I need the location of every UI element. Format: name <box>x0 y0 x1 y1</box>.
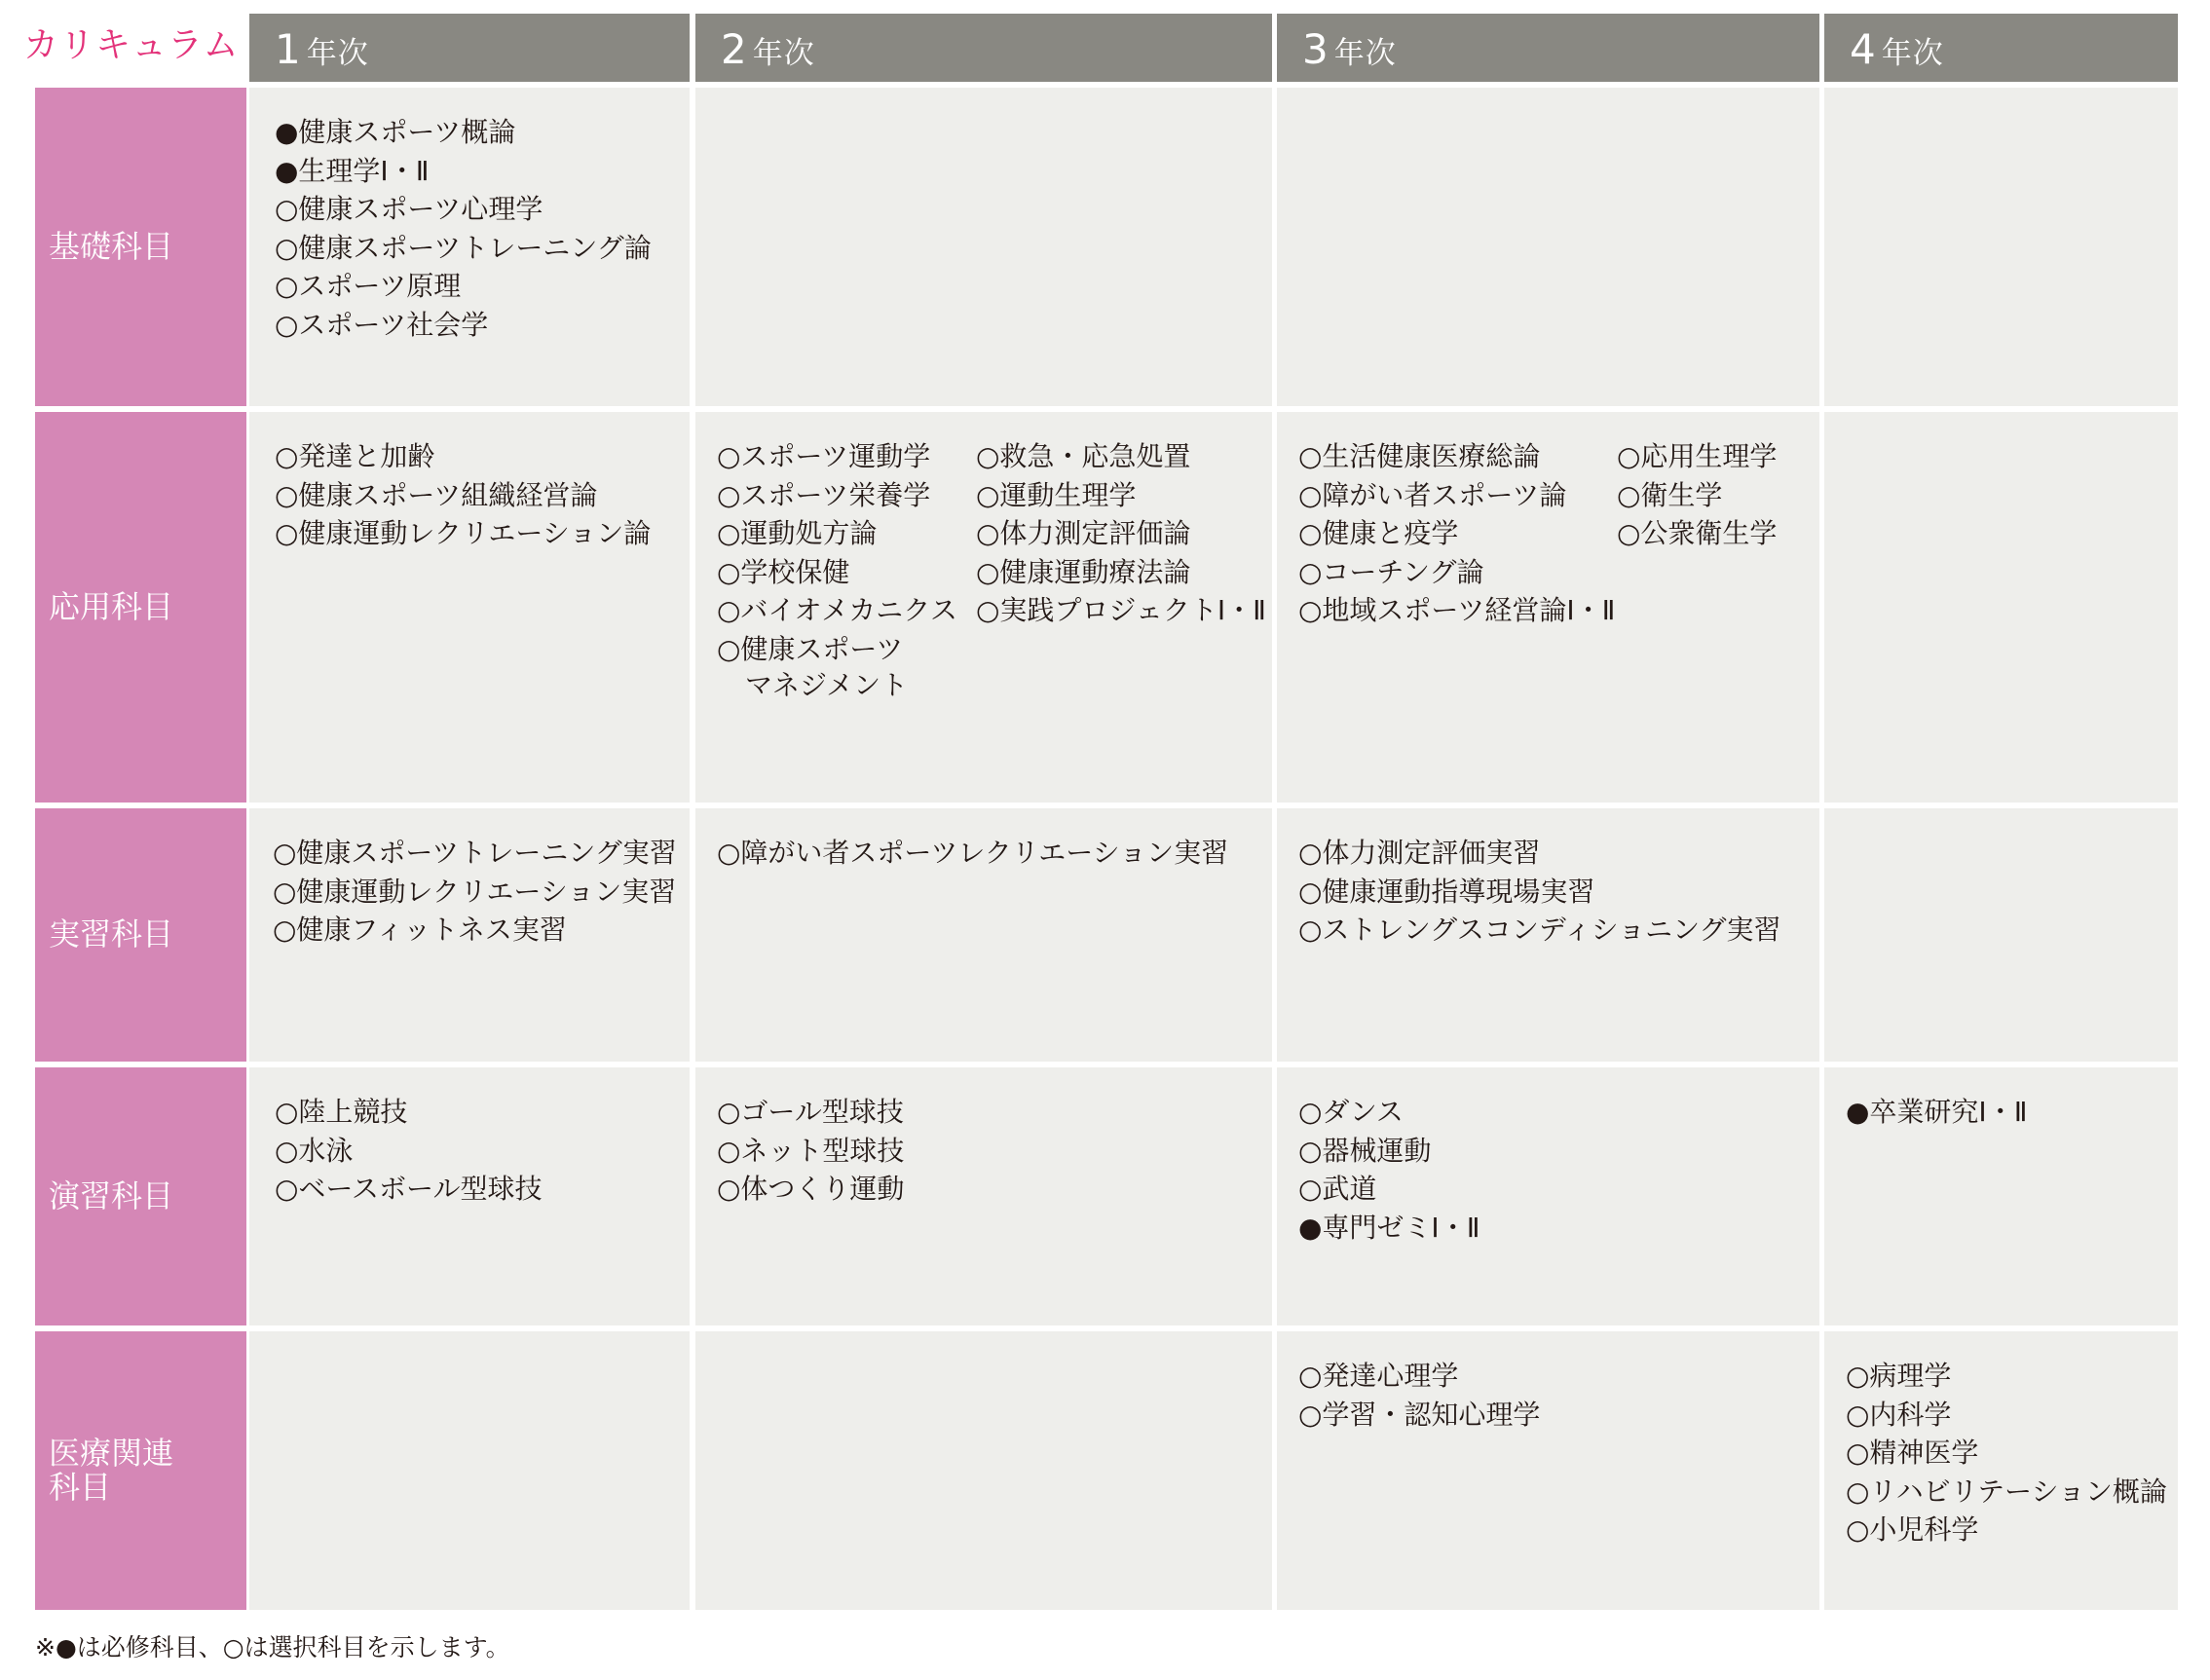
course-item: ○ダンス <box>1298 1096 1404 1128</box>
course-item: ○健康と疫学 <box>1298 517 1459 550</box>
cell-iryou-y4 <box>1824 1331 2178 1610</box>
course-list <box>275 1093 542 1209</box>
category-jisshu <box>35 808 246 1062</box>
course-item: ○陸上競技 <box>275 1096 408 1128</box>
course-item: ○応用生理学 <box>1617 440 1778 472</box>
course-item: ○器械運動 <box>1298 1134 1432 1167</box>
course-item: ○コーチング論 <box>1298 555 1484 588</box>
course-item: ○水泳 <box>275 1134 354 1167</box>
course-list <box>1846 1357 2167 1549</box>
course-item: ○ベースボール型球技 <box>275 1173 543 1206</box>
year-suffix: 年次 <box>752 36 815 71</box>
course-item: ○実践プロジェクトⅠ・Ⅱ <box>976 594 1266 627</box>
course-item: ●生理学Ⅰ・Ⅱ <box>275 154 430 187</box>
course-item: ○健康運動療法論 <box>976 555 1191 588</box>
cell-enshu-y3 <box>1277 1067 1819 1325</box>
course-item: ○運動処方論 <box>717 517 878 550</box>
course-item: ○発達心理学 <box>1298 1360 1459 1392</box>
course-item: ○運動生理学 <box>976 478 1137 511</box>
course-item: ○小児科学 <box>1846 1513 1979 1547</box>
year-number: 2 <box>721 25 747 73</box>
cell-ouyou-y3 <box>1277 412 1819 803</box>
cell-kiso-y2 <box>695 88 1272 406</box>
cell-jisshu-y4 <box>1824 808 2178 1062</box>
year-number: 1 <box>275 25 301 73</box>
course-list <box>1846 1093 2027 1132</box>
category-label: 基礎科目 <box>49 227 174 265</box>
course-item: ○ネット型球技 <box>717 1134 905 1167</box>
course-item: ○障がい者スポーツ論 <box>1298 478 1567 511</box>
cell-iryou-y2 <box>695 1331 1272 1610</box>
course-item: ○内科学 <box>1846 1398 1952 1431</box>
course-item: ○衛生学 <box>1617 478 1723 511</box>
cell-iryou-y3 <box>1277 1331 1819 1610</box>
cell-kiso-y4 <box>1824 88 2178 406</box>
course-item: ○体力測定評価論 <box>976 517 1191 550</box>
course-item: ●健康スポーツ概論 <box>275 116 516 148</box>
category-label: 応用科目 <box>49 587 174 625</box>
course-list <box>1298 1093 1480 1247</box>
course-item: ○健康スポーツ心理学 <box>275 193 543 226</box>
category-label: 演習科目 <box>49 1176 174 1214</box>
cell-ouyou-y1 <box>249 412 690 803</box>
category-enshu <box>35 1067 246 1325</box>
category-iryou <box>35 1331 246 1610</box>
cell-kiso-y3 <box>1277 88 1819 406</box>
legend-note: ※●は必修科目、○は選択科目を示します。 <box>35 1633 510 1661</box>
course-item: ○体力測定評価実習 <box>1298 837 1541 869</box>
course-item: ○体つくり運動 <box>717 1173 905 1206</box>
course-item: ○健康スポーツ組織経営論 <box>275 478 598 511</box>
course-list <box>1298 437 1617 630</box>
course-item: ○健康運動レクリエーション実習 <box>273 875 677 908</box>
cell-jisshu-y1 <box>249 808 690 1062</box>
year-suffix: 年次 <box>1881 36 1944 71</box>
year-suffix: 年次 <box>1333 36 1397 71</box>
category-kiso <box>35 88 246 406</box>
course-item: ○公衆衛生学 <box>1617 517 1778 550</box>
course-item: ○健康スポーツトレーニング論 <box>275 231 652 264</box>
course-item: ○病理学 <box>1846 1360 1952 1392</box>
course-item: ○健康スポーツトレーニング実習 <box>273 837 677 869</box>
cell-ouyou-y4 <box>1824 412 2178 803</box>
course-item: ○健康運動レクリエーション論 <box>275 517 652 550</box>
cell-jisshu-y2 <box>695 808 1272 1062</box>
year-header-2 <box>695 14 1272 82</box>
course-item: ○学習・認知心理学 <box>1298 1398 1541 1431</box>
year-number: 4 <box>1850 25 1876 73</box>
course-item: ○武道 <box>1298 1173 1377 1206</box>
course-item: ○学校保健 <box>717 555 850 588</box>
course-item: ○スポーツ原理 <box>275 270 462 303</box>
course-item: ○発達と加齢 <box>275 440 435 472</box>
category-ouyou <box>35 412 246 803</box>
cell-jisshu-y3 <box>1277 808 1819 1062</box>
course-list <box>976 437 1266 630</box>
course-item: ○生活健康医療総論 <box>1298 440 1541 472</box>
course-item: ○ゴール型球技 <box>717 1096 904 1128</box>
category-label-medical <box>49 1434 174 1506</box>
course-item: ○健康フィットネス実習 <box>273 914 567 947</box>
course-item: ○スポーツ社会学 <box>275 308 489 341</box>
course-item: ○スポーツ運動学 <box>717 440 931 472</box>
course-item: ○リハビリテーション概論 <box>1846 1475 2167 1508</box>
course-list <box>273 834 677 950</box>
course-item-text: ○健康スポーツ <box>717 632 904 665</box>
course-item: ○ストレングスコンディショニング実習 <box>1298 914 1781 947</box>
course-list <box>1298 834 1781 950</box>
course-item: ○バイオメカニクス <box>717 594 958 627</box>
course-item: ○障がい者スポーツレクリエーション実習 <box>717 837 1229 869</box>
cell-iryou-y1 <box>249 1331 690 1610</box>
category-label: 実習科目 <box>49 915 174 953</box>
course-list <box>717 437 976 702</box>
course-list <box>275 437 651 553</box>
course-item <box>717 630 976 702</box>
course-item: ●専門ゼミⅠ・Ⅱ <box>1298 1211 1480 1244</box>
course-list <box>1298 1357 1540 1434</box>
course-item-continuation: マネジメント <box>745 668 909 701</box>
course-item: ○健康運動指導現場実習 <box>1298 875 1595 908</box>
year-suffix: 年次 <box>306 36 369 71</box>
category-label-line: 医療関連 <box>49 1434 174 1472</box>
year-header-1 <box>249 14 690 82</box>
category-label-line: 科目 <box>49 1469 112 1506</box>
cell-enshu-y2 <box>695 1067 1272 1325</box>
cell-enshu-y1 <box>249 1067 690 1325</box>
year-number: 3 <box>1302 25 1329 73</box>
course-item: ○精神医学 <box>1846 1437 1979 1470</box>
course-item: ○スポーツ栄養学 <box>717 478 931 511</box>
course-item: ○地域スポーツ経営論Ⅰ・Ⅱ <box>1298 594 1616 627</box>
course-list <box>717 1093 904 1209</box>
course-item: ●卒業研究Ⅰ・Ⅱ <box>1846 1096 2028 1128</box>
page-title: カリキュラム <box>23 25 240 65</box>
year-header-4 <box>1824 14 2178 82</box>
course-list <box>717 834 1228 873</box>
course-item: ○救急・応急処置 <box>976 440 1191 472</box>
cell-ouyou-y2 <box>695 412 1272 803</box>
cell-enshu-y4 <box>1824 1067 2178 1325</box>
course-list <box>1617 437 1777 553</box>
course-list <box>275 113 652 345</box>
cell-kiso-y1 <box>249 88 690 406</box>
year-header-3 <box>1277 14 1819 82</box>
